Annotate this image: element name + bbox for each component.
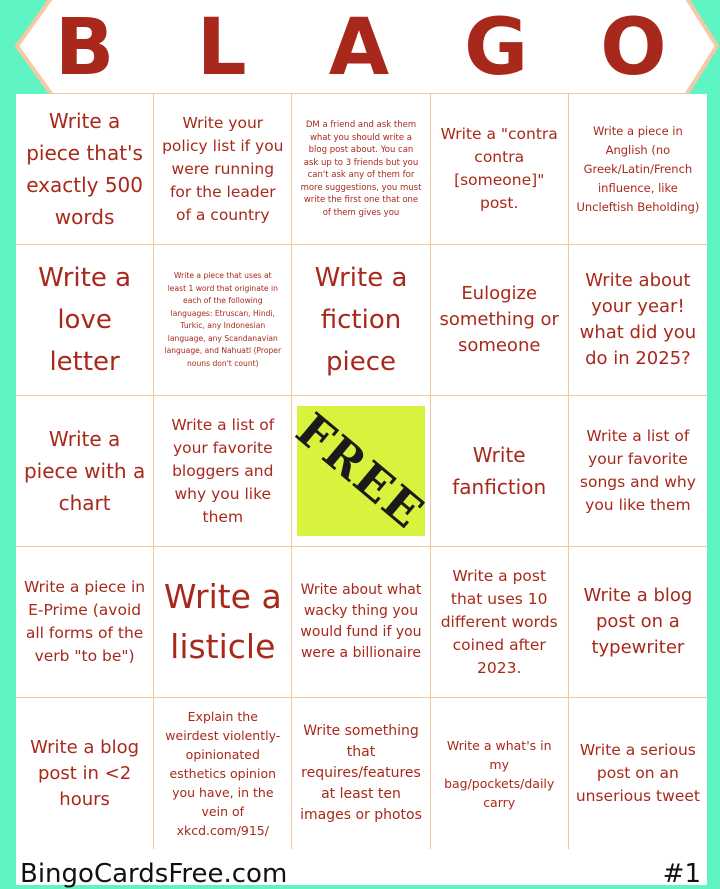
bingo-cell[interactable] bbox=[154, 396, 292, 547]
cell-text: Write a "contra contra [someone]" post. bbox=[440, 125, 558, 212]
title-letter-o: O bbox=[600, 3, 667, 93]
title-letter-a: A bbox=[328, 3, 390, 93]
cell-text: Explain the weirdest violently-opinionated esthetics opinion you have, in the vein of xkcd.com/915/ bbox=[165, 709, 281, 838]
bingo-cell[interactable] bbox=[431, 245, 569, 396]
cell-text: Write fanfiction bbox=[452, 443, 547, 499]
bingo-cell[interactable] bbox=[569, 698, 707, 849]
cell-text: Eulogize something or someone bbox=[439, 283, 559, 356]
footer-site-name: BingoCardsFree.com bbox=[20, 859, 288, 889]
bingo-cell[interactable] bbox=[569, 245, 707, 396]
cell-text: DM a friend and ask them what you should write a blog post about. You can ask up to 3 friends but you can't ask any of them for more suggestions, you must write the first one that one of them gives you bbox=[300, 120, 422, 218]
bingo-cell[interactable] bbox=[16, 547, 154, 698]
bingo-cell[interactable] bbox=[154, 94, 292, 245]
cell-text: Write a piece with a chart bbox=[23, 427, 146, 515]
cell-text: Write a listicle bbox=[163, 577, 282, 666]
title-letter-g: G bbox=[464, 3, 529, 93]
footer bbox=[16, 849, 707, 889]
cell-text: Write a what's in my bag/pockets/daily carry bbox=[444, 737, 555, 810]
bingo-cell[interactable] bbox=[431, 396, 569, 547]
cell-text: Write a list of your favorite songs and why you like them bbox=[579, 427, 696, 514]
bingo-cell[interactable] bbox=[154, 547, 292, 698]
bingo-cell[interactable] bbox=[569, 547, 707, 698]
cell-text: Write a piece in Anglish (no Greek/Latin/French influence, like Uncleftish Beholding) bbox=[576, 123, 700, 214]
cell-text: Write a list of your favorite bloggers and why you like them bbox=[171, 415, 275, 526]
bingo-cell[interactable] bbox=[431, 698, 569, 849]
cell-text: Write a piece that uses at least 1 word that originate in each of the following languages: Etruscan, Hindi, Turkic, any Indonesian language, any Scandanavian language, and Nahuatl (Proper nouns don't count) bbox=[164, 271, 282, 368]
bingo-cell[interactable] bbox=[292, 245, 430, 396]
cell-text: Write a love letter bbox=[38, 263, 132, 377]
title-letters bbox=[16, 2, 702, 94]
bingo-cell[interactable] bbox=[16, 94, 154, 245]
bingo-cell[interactable] bbox=[154, 698, 292, 849]
cell-text: Write a post that uses 10 different words coined after 2023. bbox=[440, 566, 558, 677]
cell-text: Write a piece that's exactly 500 words bbox=[26, 109, 143, 229]
cell-text: Write a blog post in <2 hours bbox=[30, 736, 140, 810]
free-label: FREE bbox=[286, 402, 436, 540]
bingo-cell[interactable] bbox=[292, 547, 430, 698]
cell-text: Write something that requires/features at least ten images or photos bbox=[300, 723, 422, 823]
free-cell[interactable] bbox=[286, 396, 436, 547]
cell-text: Write a fiction piece bbox=[314, 263, 408, 377]
bingo-grid bbox=[16, 94, 707, 849]
bingo-cell[interactable] bbox=[154, 245, 292, 396]
card-number: #1 bbox=[662, 859, 701, 889]
cell-text: Write your policy list if you were running for the leader of a country bbox=[162, 113, 284, 224]
cell-text: Write about your year! what did you do in 2025? bbox=[579, 270, 697, 369]
cell-text: Write a serious post on an unserious tweet bbox=[575, 741, 700, 805]
cell-text: Write about what wacky thing you would fund if you were a billionaire bbox=[300, 582, 422, 661]
bingo-cell[interactable] bbox=[16, 245, 154, 396]
bingo-cell[interactable] bbox=[292, 94, 430, 245]
bingo-cell[interactable] bbox=[292, 698, 430, 849]
bingo-cell[interactable] bbox=[431, 547, 569, 698]
bingo-cell[interactable] bbox=[431, 94, 569, 245]
title-letter-l: L bbox=[196, 3, 247, 93]
bingo-cell[interactable] bbox=[569, 396, 707, 547]
free-square bbox=[286, 402, 436, 540]
title-letter-b: B bbox=[54, 3, 115, 93]
bingo-cell[interactable] bbox=[16, 698, 154, 849]
cell-text: Write a piece in E-Prime (avoid all forms of the verb "to be") bbox=[24, 578, 146, 665]
bingo-cell[interactable] bbox=[569, 94, 707, 245]
bingo-cell[interactable] bbox=[16, 396, 154, 547]
cell-text: Write a blog post on a typewriter bbox=[583, 585, 693, 658]
